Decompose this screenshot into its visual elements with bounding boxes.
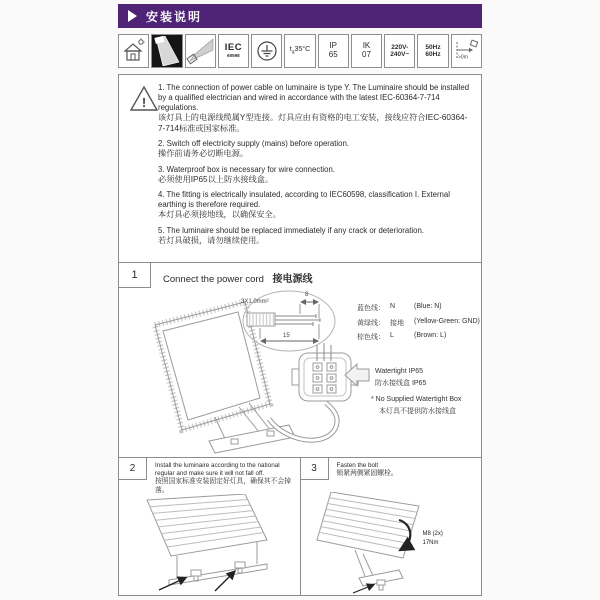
step2-section [119,458,301,595]
warning-1-en: 1. The connection of power cable on luminaire is type Y. The Luminaire should be installed by a qualified electrician and wired in accordance with the latest IEC-60364-7-714 regulations. [158,83,470,112]
ip-value: 65 [328,50,338,59]
freq-line1: 50Hz [425,43,441,51]
wire-blue-val: N [390,303,396,310]
page-title: 安装说明 [146,9,203,24]
wire-blue-zh: 蓝色线： [357,305,385,312]
symbol-strip [118,34,482,68]
watertight-label [375,366,426,390]
wire-brown-val: L [390,332,394,339]
wire-blue-en: (Blue: N) [414,303,442,310]
play-arrow-icon [128,10,137,22]
step3-section [301,458,482,595]
fasten-diagram [301,492,482,595]
warning-1-zh: 该灯具上的电源线缆属Y型连接。灯具应由有资格的电工安装，接线应符合IEC-60364-7-714标准或国家标准。 [158,112,468,133]
ta-sub: a [291,49,295,56]
watertight-en: Watertight IP65 [375,368,423,375]
warning-item [158,190,473,221]
step1-number: 1 [119,263,151,288]
step1-section [119,263,481,458]
warning-5-zh: 若灯具破损，请勿继续使用。 [158,236,265,246]
step2-en: Install the luminaire according to the national regular and make sure it will not fall off. [155,462,280,478]
house-with-bulb-icon [118,34,149,68]
warning-item [158,226,473,247]
ta-value: 35°C [294,46,311,54]
step3-zh: 锁紧两侧紧固螺栓。 [336,470,398,478]
watertight-zh: 防水接线盒 IP65 [375,380,427,387]
step3-en: Fasten the bolt [336,462,379,469]
ta-prefix: t [289,46,292,54]
ambient-temp-mark [284,34,315,68]
warning-5-en: 5. The luminaire should be replaced immediately if any crack or deterioration. [158,226,424,236]
step2-zh: 按照国家标准安装固定好灯具，确保其不会掉落。 [155,478,291,495]
wire-color-legend [357,303,480,342]
mounting-diagram [119,494,301,594]
voltage-mark [384,34,415,68]
bolt-size: M8 (2x) [422,531,443,537]
warning-4-en: 4. The fitting is electrically insulated, according to IEC60598, classification I. External earthing is therefore required. [158,190,450,210]
step3-number: 3 [301,458,329,480]
floodlight-aim-dark-icon [151,34,182,68]
ip-label: IP [329,41,337,51]
document-column [118,4,482,596]
warning-2-en: 2. Switch off electricity supply (mains) before operation. [158,139,349,149]
step1-title-zh: 接电源线 [272,274,313,285]
step3-text [337,462,479,479]
iec-label: IEC [224,42,243,54]
warning-mark: ! [141,95,147,110]
warning-list [158,83,473,247]
wire-brown-en: (Brown: L) [414,332,447,339]
voltage-line1: 220V- [391,43,409,51]
ik-rating-mark [351,34,382,68]
frequency-mark [417,34,448,68]
step1-title-en: Connect the power cord [163,274,264,285]
wire-gnd-zh: 黄绿线： [357,319,385,327]
bottom-steps-row [119,458,481,595]
dim-strip-label: 8 [305,292,309,298]
distance-value: >0m [458,54,469,61]
min-distance-icon [451,34,482,68]
section-header-bar [118,4,482,28]
floodlight-beam-icon [185,34,216,68]
step1-title [163,270,313,285]
warning-item [158,139,473,160]
note-zh: 本灯具不提供防水接线盒 [379,408,456,415]
no-box-note [371,394,461,418]
ip-rating-mark [318,34,349,68]
warning-3-en: 3. Waterproof box is necessary for wire connection. [158,164,335,174]
bolt-spec-label [423,530,443,548]
iec-number: 60598 [227,52,240,58]
warning-4-zh: 本灯具必须接地线，以确保安全。 [158,210,281,220]
cable-spec-label: 3X1.0mm² [241,299,269,305]
warning-triangle-icon [129,85,159,113]
earth-ground-icon [251,34,282,68]
step2-text [155,462,297,496]
warning-section [119,75,481,263]
dim-total-label: 15 [283,333,290,339]
wire-gnd-en: (Yellow-Green: GND) [414,317,480,325]
warning-2-zh: 操作前请务必切断电源。 [158,149,249,159]
step2-number: 2 [119,458,147,480]
freq-line2: 60Hz [425,51,441,58]
bolt-torque: 17Nm [422,540,439,546]
warning-item [158,165,473,186]
warning-item [158,83,473,134]
wire-gnd-val: 接地 [390,319,404,327]
note-en: * No Supplied Watertight Box [371,396,462,403]
voltage-line2: 240V~ [390,51,410,58]
ik-value: 07 [362,50,371,59]
warning-3-zh: 必须使用IP65以上防水接线盒。 [158,174,274,184]
ik-label: IK [362,41,371,51]
iec-standard-mark [218,34,249,68]
wire-brown-zh: 棕色线： [357,334,385,341]
content-frame [118,74,482,596]
